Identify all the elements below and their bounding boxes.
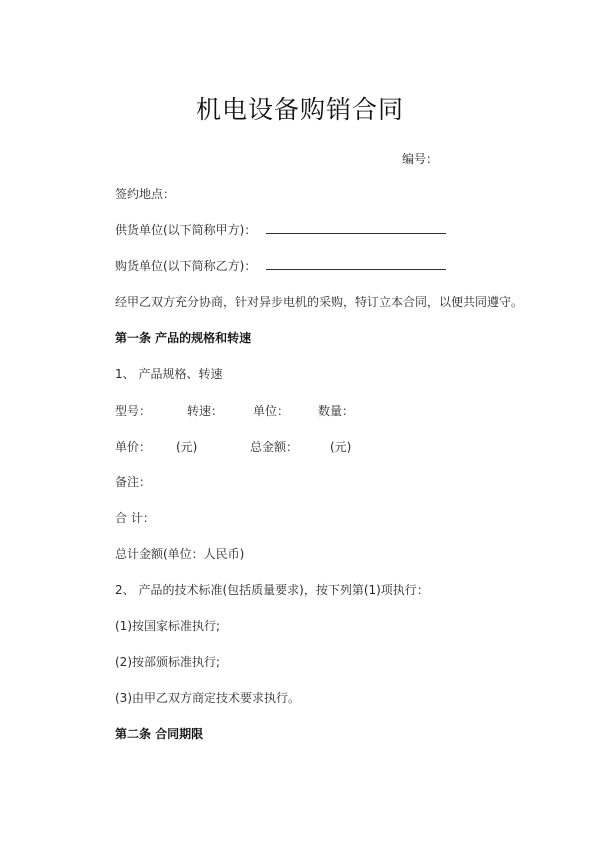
total-amount-label: 总金额：: [250, 440, 299, 454]
buyer-blank-line: [266, 258, 446, 270]
unit-label: 单位：: [253, 404, 290, 418]
article2-heading: 第二条 合同期限: [115, 727, 204, 741]
subtotal-label: 合 计：: [115, 511, 155, 525]
unit-price-label: 单价：: [115, 440, 152, 454]
item2-text: 2、 产品的技术标准(包括质量要求)，按下列第(1)项执行：: [115, 583, 429, 597]
unit-price-unit: (元): [176, 440, 198, 454]
option-1: (1)按国家标准执行;: [115, 619, 221, 633]
option-3: (3)由甲乙双方商定技术要求执行。: [115, 691, 300, 705]
option-2: (2)按部颁标准执行;: [115, 655, 221, 669]
contract-number-label: 编号：: [402, 152, 439, 166]
item1-text: 1、 产品规格、转速: [115, 367, 223, 381]
total-amount-unit: (元): [330, 440, 352, 454]
supplier-label: 供货单位(以下简称甲方)：: [115, 223, 257, 237]
sign-place-label: 签约地点：: [115, 187, 176, 201]
model-label: 型号：: [115, 404, 152, 418]
intro-paragraph: 经甲乙双方充分协商，针对异步电机的采购，特订立本合同，以便共同遵守。: [115, 295, 524, 309]
document-title: 机电设备购销合同: [195, 95, 404, 124]
grand-total-label: 总计金额(单位：人民币): [115, 547, 245, 561]
speed-label: 转速：: [187, 404, 224, 418]
quantity-label: 数量：: [318, 404, 355, 418]
buyer-row: [115, 258, 446, 274]
supplier-row: [115, 222, 446, 238]
buyer-label: 购货单位(以下简称乙方)：: [115, 259, 257, 273]
supplier-blank-line: [266, 222, 446, 234]
remarks-label: 备注：: [115, 475, 152, 489]
article1-heading: 第一条 产品的规格和转速: [115, 331, 252, 345]
